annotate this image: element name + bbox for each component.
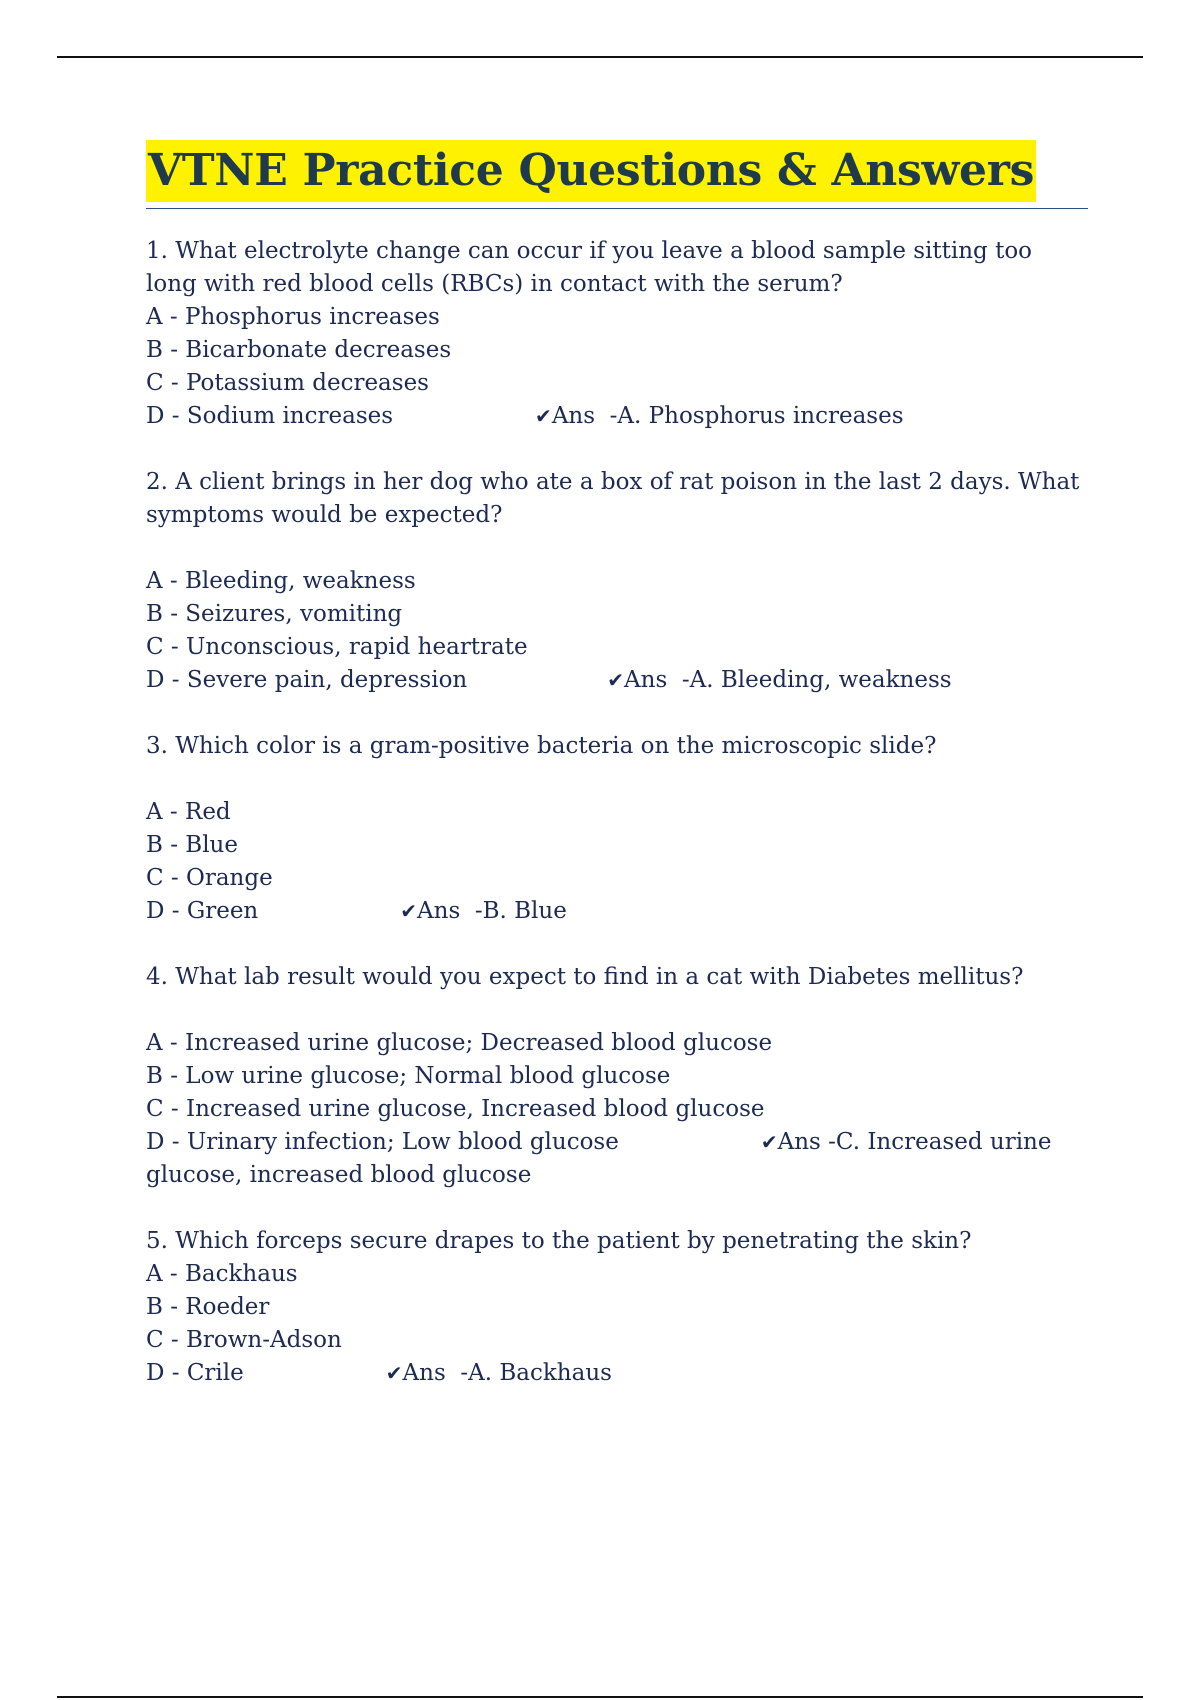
option-c: C - Brown-Adson [146,1327,342,1353]
option-d: D - Urinary infection; Low blood glucose [146,1129,619,1155]
question-text: 3. Which color is a gram-positive bacteria on the microscopic slide? [146,733,937,759]
question-text: 1. What electrolyte change can occur if you leave a blood sample sitting too long with red blood cells (RBCs) in contact with the serum? [146,238,1033,297]
page-title: VTNE Practice Questions & Answers [146,140,1036,202]
option-b: B - Bicarbonate decreases [146,337,452,363]
checkmark-icon: ✔ [400,899,418,923]
option-b: B - Seizures, vomiting [146,601,403,627]
option-d-line [146,664,1088,697]
option-c: C - Orange [146,865,273,891]
top-rule [57,56,1143,58]
checkmark-icon: ✔ [535,404,552,428]
checkmark-icon: ✔ [607,668,625,692]
question-text: 4. What lab result would you expect to find in a cat with Diabetes mellitus? [146,964,1024,990]
option-a: A - Red [146,799,231,825]
question-text: 5. Which forceps secure drapes to the patient by penetrating the skin? [146,1228,972,1254]
question-block-2 [146,466,1088,697]
answer-text: Ans -A. Phosphorus increases [551,403,904,429]
option-c: C - Potassium decreases [146,370,429,396]
option-a: A - Backhaus [146,1261,298,1287]
bottom-rule [57,1696,1143,1698]
option-a: A - Increased urine glucose; Decreased blood glucose [146,1030,773,1056]
question-block-3 [146,730,1088,928]
document-body [146,140,1088,1423]
option-d-line [146,895,1088,928]
answer-text: Ans -B. Blue [417,898,567,924]
option-a: A - Bleeding, weakness [146,568,416,594]
checkmark-icon: ✔ [385,1361,403,1385]
question-block-4 [146,961,1088,1192]
option-b: B - Low urine glucose; Normal blood glucose [146,1063,671,1089]
option-d: D - Severe pain, depression [146,667,468,693]
answer-text: Ans -C. Increased urine glucose, increased blood glucose [146,1129,1052,1188]
question-text: 2. A client brings in her dog who ate a box of rat poison in the last 2 days. What symptoms would be expected? [146,469,1080,528]
answer-text: Ans -A. Bleeding, weakness [624,667,952,693]
question-block-5 [146,1225,1088,1390]
option-d-line [146,1126,1088,1192]
option-d: D - Crile [146,1360,244,1386]
answer-text: Ans -A. Backhaus [402,1360,612,1386]
option-d-line [146,400,1088,433]
title-block [146,140,1088,209]
option-d: D - Sodium increases [146,403,394,429]
option-b: B - Roeder [146,1294,270,1320]
option-a: A - Phosphorus increases [146,304,440,330]
option-c: C - Unconscious, rapid heartrate [146,634,528,660]
question-block-1 [146,235,1088,433]
option-b: B - Blue [146,832,238,858]
option-c: C - Increased urine glucose, Increased blood glucose [146,1096,765,1122]
option-d: D - Green [146,898,259,924]
option-d-line [146,1357,1088,1390]
checkmark-icon: ✔ [760,1130,778,1154]
